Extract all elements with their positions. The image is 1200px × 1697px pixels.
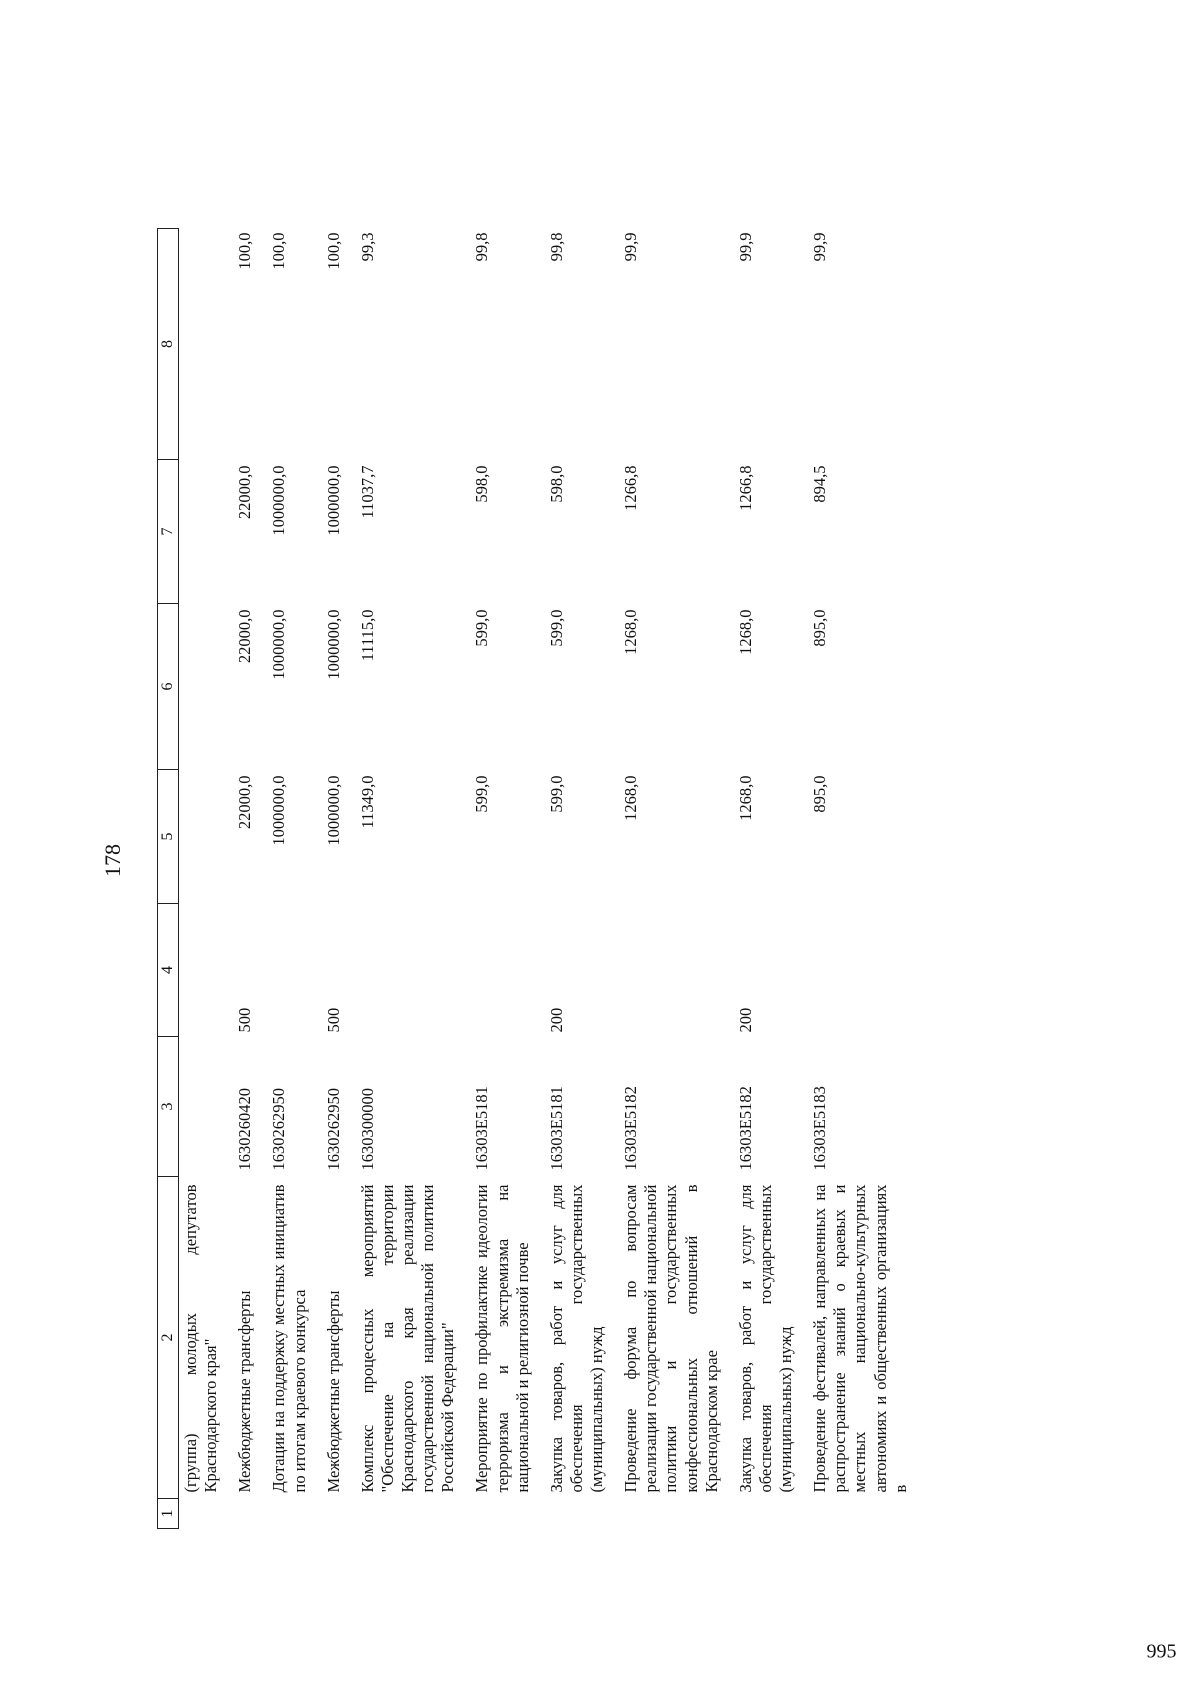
cell-col7: 22000,0 <box>235 465 255 520</box>
cell-name: Проведение фестивалей, направленных на распространение знаний о краевых и местных национально-культурных автономиях и общественных организациях в <box>810 1184 910 1493</box>
cell-code: 16303Е5182 <box>735 1086 755 1171</box>
cell-col8: 100,0 <box>269 232 289 270</box>
cell-name: Закупка товаров, работ и услуг для обеспечения государственных (муниципальных) нужд <box>546 1184 606 1493</box>
col-header-5: 5 <box>158 770 179 904</box>
col-header-3: 3 <box>158 1037 179 1177</box>
table-row <box>324 229 358 1529</box>
cell-col7: 1266,8 <box>621 465 641 511</box>
cell-empty <box>324 1499 358 1529</box>
cell-col5: 1000000,0 <box>323 775 343 846</box>
cell-name: Дотации на поддержку местных инициатив по итогам краевого конкурса <box>269 1184 309 1493</box>
cell-vr: 500 <box>235 1007 255 1033</box>
cell-empty <box>736 1499 810 1529</box>
cell-empty <box>269 1499 323 1529</box>
table-row <box>358 229 473 1529</box>
col-header-4: 4 <box>158 904 179 1037</box>
cell-vr <box>179 904 236 1037</box>
cell-col8: 99,3 <box>357 232 377 262</box>
table-row <box>269 229 323 1529</box>
cell-vr: 200 <box>735 1007 755 1033</box>
col-header-6: 6 <box>158 604 179 770</box>
cell-col8 <box>179 229 236 460</box>
col-header-2: 2 <box>158 1177 179 1499</box>
cell-empty <box>810 1499 925 1529</box>
cell-col7: 598,0 <box>546 465 566 503</box>
cell-col5: 1268,0 <box>735 775 755 821</box>
table-row <box>736 229 810 1529</box>
cell-code: 16303Е5181 <box>472 1086 492 1171</box>
cell-col6: 1268,0 <box>621 609 641 655</box>
cell-col5: 895,0 <box>810 775 830 813</box>
cell-empty <box>235 1499 269 1529</box>
cell-vr <box>269 904 323 1037</box>
cell-col5: 1268,0 <box>621 775 641 821</box>
table-row <box>621 229 736 1529</box>
cell-col6: 895,0 <box>810 609 830 647</box>
cell-empty <box>179 1499 236 1529</box>
cell-col8: 100,0 <box>323 232 343 270</box>
cell-col6: 1268,0 <box>735 609 755 655</box>
cell-col6: 11115,0 <box>357 609 377 662</box>
cell-vr <box>621 904 736 1037</box>
cell-vr <box>472 904 546 1037</box>
header-row <box>158 229 179 1529</box>
cell-col5: 22000,0 <box>235 775 255 830</box>
table-row <box>810 229 925 1529</box>
cell-name: Комплекс процессных мероприятий "Обеспечение на территории Краснодарского края реализации государственной национальной политики Российской Федерации" <box>357 1184 458 1493</box>
cell-col8: 99,8 <box>546 232 566 262</box>
cell-col8: 99,9 <box>735 232 755 262</box>
cell-col7: 11037,7 <box>357 465 377 519</box>
cell-code: 1630262950 <box>269 1088 289 1171</box>
table-row <box>472 229 546 1529</box>
cell-code: 1630262950 <box>323 1088 343 1171</box>
cell-col5 <box>179 770 236 904</box>
cell-col7 <box>179 460 236 604</box>
cell-col6: 599,0 <box>546 609 566 647</box>
cell-name: (группа) молодых депутатов Краснодарского края" <box>181 1184 221 1493</box>
col-header-1: 1 <box>158 1499 179 1529</box>
cell-empty <box>621 1499 736 1529</box>
cell-vr <box>358 904 473 1037</box>
cell-name: Межбюджетные трансферты <box>323 1290 343 1493</box>
cell-code: 16303Е5183 <box>810 1086 830 1171</box>
cell-empty <box>358 1499 473 1529</box>
cell-col6: 1000000,0 <box>269 609 289 680</box>
cell-col5: 599,0 <box>546 775 566 813</box>
cell-col8: 99,8 <box>472 232 492 262</box>
cell-col5: 599,0 <box>472 775 492 813</box>
cell-vr: 200 <box>546 1007 566 1033</box>
cell-vr <box>810 904 925 1037</box>
col-header-8: 8 <box>158 229 179 460</box>
cell-col6 <box>179 604 236 770</box>
cell-col8: 100,0 <box>235 232 255 270</box>
cell-col6: 22000,0 <box>235 609 255 664</box>
cell-empty <box>472 1499 546 1529</box>
cell-vr: 500 <box>323 1007 343 1033</box>
table-row <box>179 229 236 1529</box>
cell-code: 1630260420 <box>235 1088 255 1171</box>
sheet-number: 995 <box>1146 1640 1177 1663</box>
cell-name: Межбюджетные трансферты <box>235 1290 255 1493</box>
cell-code <box>179 1037 236 1177</box>
cell-col8: 99,9 <box>810 232 830 262</box>
table-row <box>235 229 269 1529</box>
table-row <box>547 229 621 1529</box>
budget-table <box>157 228 925 1529</box>
cell-empty <box>547 1499 621 1529</box>
cell-col5: 11349,0 <box>357 775 377 829</box>
col-header-7: 7 <box>158 460 179 604</box>
cell-col6: 599,0 <box>472 609 492 647</box>
cell-code: 1630300000 <box>357 1088 377 1171</box>
cell-col5: 1000000,0 <box>269 775 289 846</box>
cell-name: Мероприятие по профилактике идеологии терроризма и экстремизма на национальной и религиозной почве <box>472 1184 532 1493</box>
cell-code: 16303Е5182 <box>621 1086 641 1171</box>
cell-col7: 894,5 <box>810 465 830 503</box>
cell-col7: 598,0 <box>472 465 492 503</box>
cell-col6: 1000000,0 <box>323 609 343 680</box>
cell-name: Закупка товаров, работ и услуг для обеспечения государственных (муниципальных) нужд <box>735 1184 795 1493</box>
page-number: 178 <box>100 844 125 877</box>
cell-col7: 1000000,0 <box>269 465 289 536</box>
cell-col7: 1000000,0 <box>323 465 343 536</box>
cell-name: Проведение форума по вопросам реализации государственной национальной политики и государственных конфессиональных отношений в Краснодарском крае <box>621 1184 721 1493</box>
cell-code: 16303Е5181 <box>546 1086 566 1171</box>
cell-col8: 99,9 <box>621 232 641 262</box>
cell-col7: 1266,8 <box>735 465 755 511</box>
